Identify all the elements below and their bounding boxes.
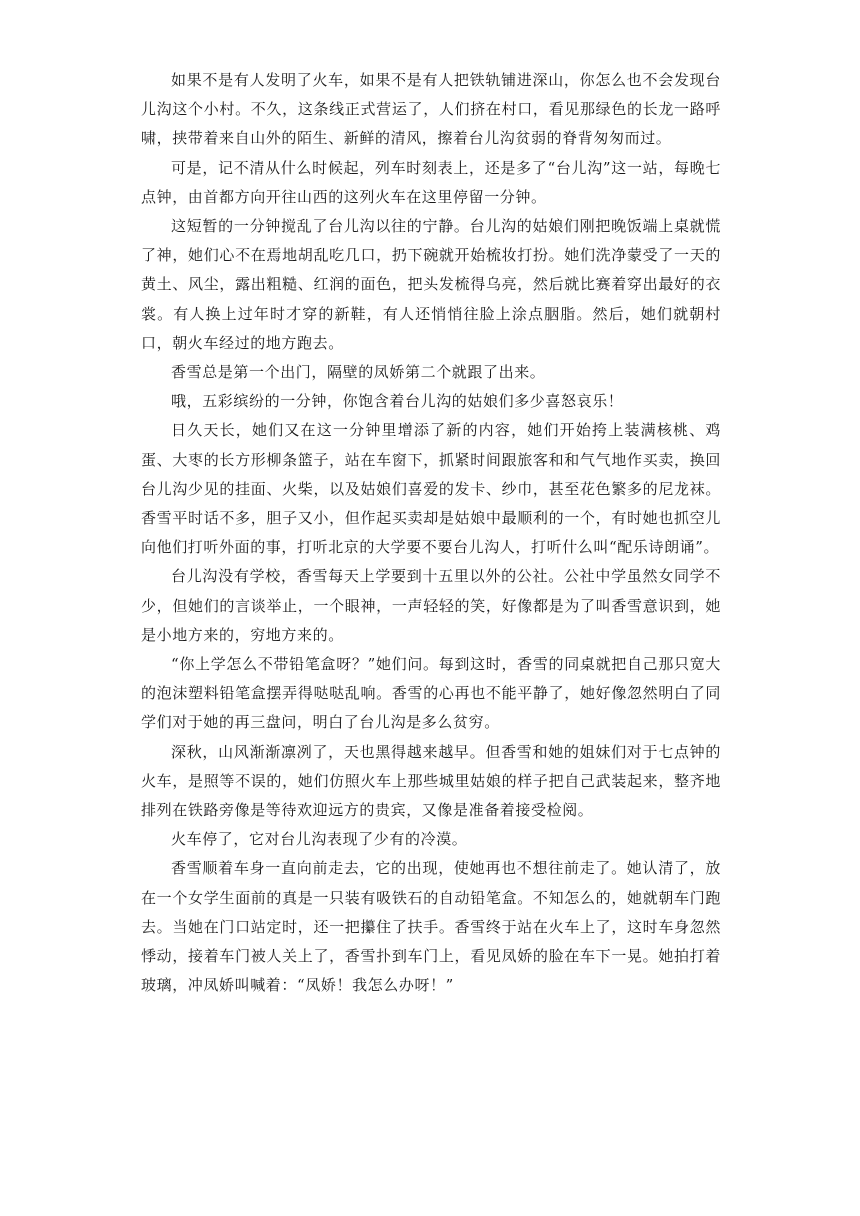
- document-body: [141, 66, 721, 1001]
- paragraph-2: 可是，记不清从什么时候起，列车时刻表上，还是多了“台儿沟”这一站，每晚七点钟，由首都方向开往山西的这列火车在这里停留一分钟。: [141, 158, 721, 206]
- paragraph-11: 香雪顺着车身一直向前走去，它的出现，使她再也不想往前走了。她认清了，放在一个女学生面前的真是一只装有吸铁石的自动铅笔盒。不知怎么的，她就朝车门跑去。当她在门口站定时，还一把攥住了扶手。香雪终于站在火车上了，这时车身忽然悸动，接着车门被人关上了，香雪扑到车门上，看见凤娇的脸在车下一晃。她拍打着玻璃，冲凤娇叫喊着：“凤娇！我怎么办呀！”: [141, 859, 721, 995]
- paragraph-10: 火车停了，它对台儿沟表现了少有的冷漠。: [171, 830, 468, 849]
- paragraph-8: “你上学怎么不带铅笔盒呀？”她们问。每到这时，香雪的同桌就把自己那只宽大的泡沫塑料铅笔盒摆弄得哒哒乱响。香雪的心再也不能平静了，她好像忽然明白了同学们对于她的再三盘问，明白了台儿沟是多么贫穷。: [141, 655, 721, 732]
- paragraph-3: 这短暂的一分钟搅乱了台儿沟以往的宁静。台儿沟的姑娘们刚把晚饭端上桌就慌了神，她们心不在焉地胡乱吃几口，扔下碗就开始梳妆打扮。她们洗净蒙受了一天的黄土、风尘，露出粗糙、红润的面色，把头发梳得乌亮，然后就比赛着穿出最好的衣裳。有人换上过年时才穿的新鞋，有人还悄悄往脸上涂点胭脂。然后，她们就朝村口，朝火车经过的地方跑去。: [141, 217, 721, 352]
- paragraph-4: 香雪总是第一个出门，隔壁的凤娇第二个就跟了出来。: [171, 363, 546, 382]
- paragraph-1: 如果不是有人发明了火车，如果不是有人把铁轨铺进深山，你怎么也不会发现台儿沟这个小村。不久，这条线正式营运了，人们挤在村口，看见那绿色的长龙一路呼啸，挟带着来自山外的陌生、新鲜的清风，擦着台儿沟贫弱的脊背匆匆而过。: [141, 71, 721, 148]
- paragraph-5: 哦，五彩缤纷的一分钟，你饱含着台儿沟的姑娘们多少喜怒哀乐！: [171, 392, 624, 411]
- paragraph-9: 深秋，山风渐渐凛冽了，天也黑得越来越早。但香雪和她的姐妹们对于七点钟的火车，是照等不误的，她们仿照火车上那些城里姑娘的样子把自己武装起来，整齐地排列在铁路旁像是等待欢迎远方的贵宾，又像是准备着接受检阅。: [141, 742, 721, 820]
- paragraph-6: 日久天长，她们又在这一分钟里增添了新的内容，她们开始挎上装满核桃、鸡蛋、大枣的长方形柳条篮子，站在车窗下，抓紧时间跟旅客和和气气地作买卖，换回台儿沟少见的挂面、火柴，以及姑娘们喜爱的发卡、纱巾，甚至花色繁多的尼龙袜。香雪平时话不多，胆子又小，但作起买卖却是姑娘中最顺利的一个，有时她也抓空儿向他们打听外面的事，打听北京的大学要不要台儿沟人，打听什么叫“配乐诗朗诵”。: [141, 421, 721, 557]
- paragraph-7: 台儿沟没有学校，香雪每天上学要到十五里以外的公社。公社中学虽然女同学不少，但她们的言谈举止，一个眼神，一声轻轻的笑，好像都是为了叫香雪意识到，她是小地方来的，穷地方来的。: [141, 567, 721, 644]
